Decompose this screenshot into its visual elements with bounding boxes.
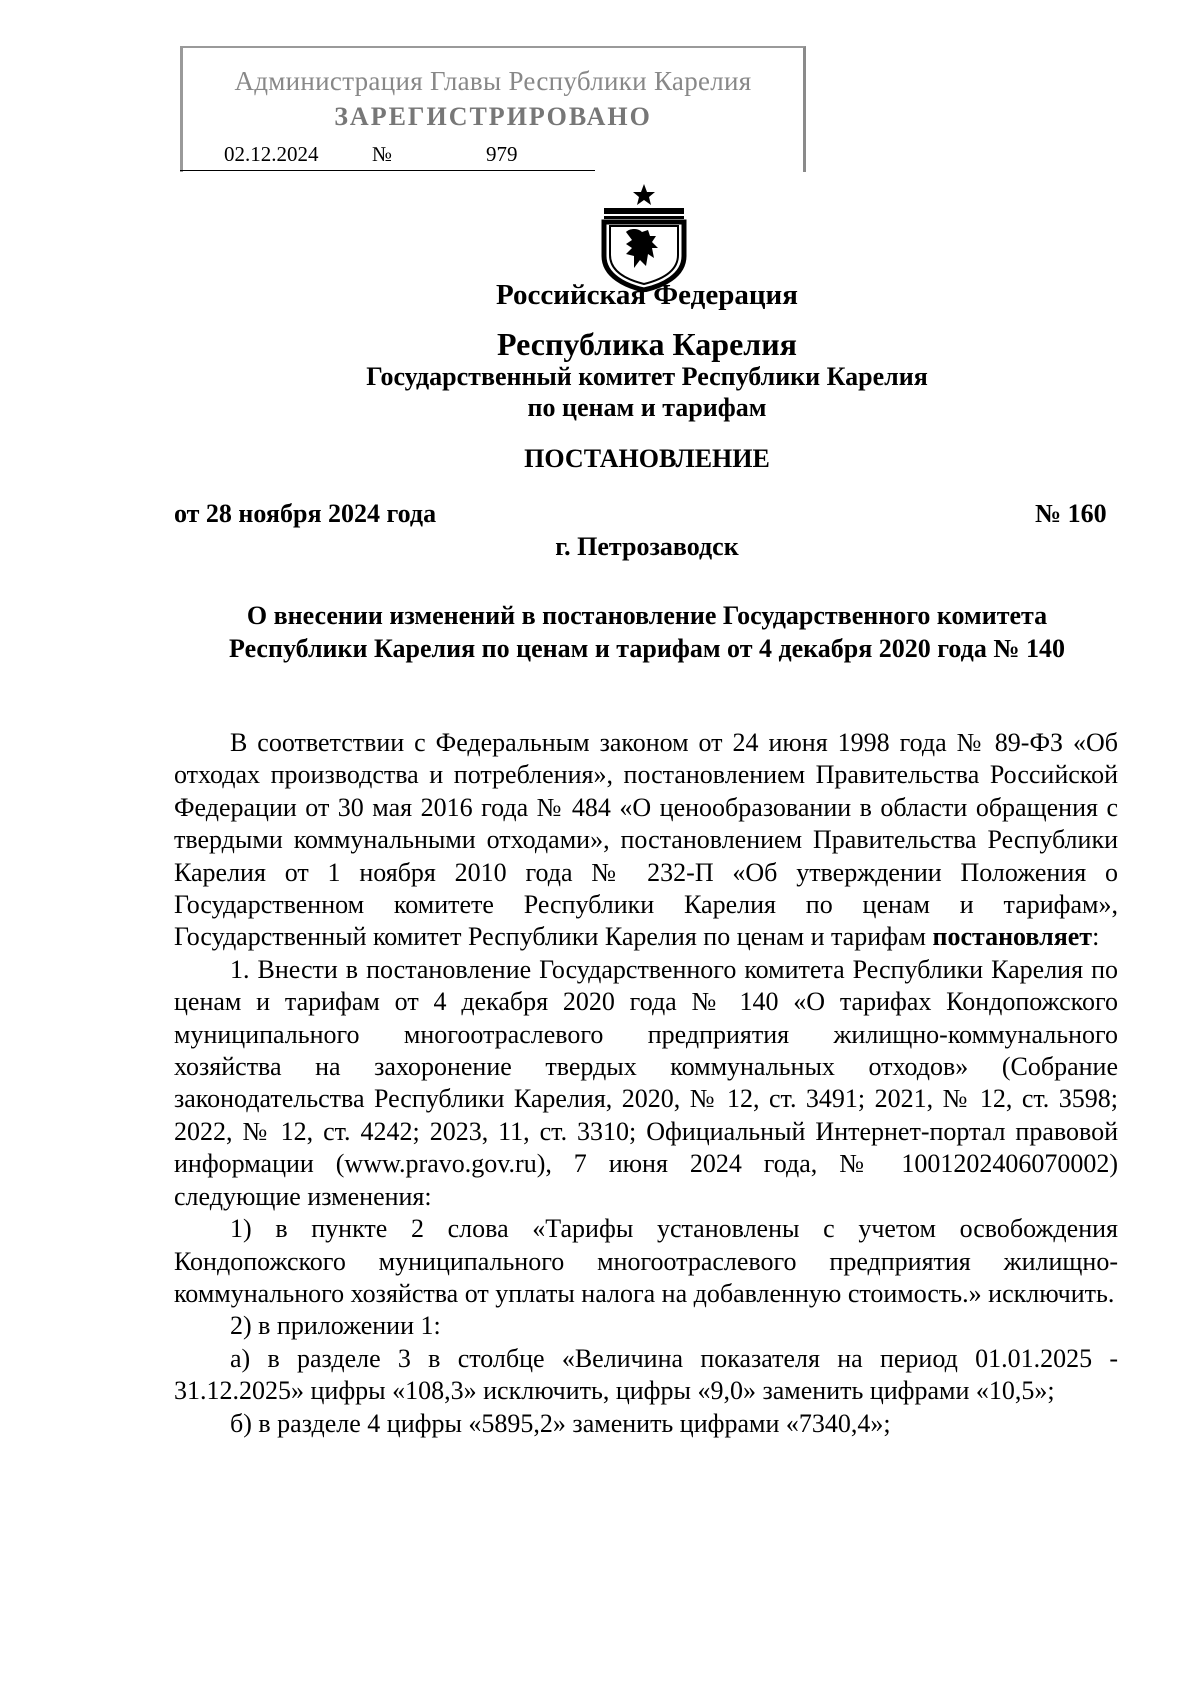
stamp-registration-line bbox=[180, 142, 595, 171]
document-title-line2: Республики Карелия по ценам и тарифам от 4 декабря 2020 года № 140 bbox=[229, 634, 1065, 663]
committee-heading-line2: по ценам и тарифам bbox=[527, 393, 767, 422]
stamp-registration-date: 02.12.2024 bbox=[224, 142, 319, 166]
document-title-line1: О внесении изменений в постановление Государственного комитета bbox=[246, 601, 1048, 630]
document-date: от 28 ноября 2024 года bbox=[174, 499, 437, 528]
document-number: № 160 bbox=[1035, 499, 1107, 528]
item-1-2-a-paragraph: а) в разделе 3 в столбце «Величина показателя на период 01.01.2025 - 31.12.2025» цифры «108,3» исключить, цифры «9,0» заменить цифрами «10,5»; bbox=[174, 1343, 1118, 1406]
preamble-resolves-word: постановляет bbox=[932, 922, 1093, 952]
stamp-number-sign: № bbox=[372, 142, 393, 166]
document-city: г. Петрозаводск bbox=[555, 532, 739, 561]
country-heading: Российская Федерация bbox=[496, 279, 798, 311]
preamble-colon: : bbox=[1092, 922, 1100, 952]
item-1-2-paragraph: 2) в приложении 1: bbox=[230, 1311, 441, 1341]
item-1-2-b-paragraph: б) в разделе 4 цифры «5895,2» заменить цифрами «7340,4»; bbox=[230, 1408, 891, 1438]
preamble-paragraph bbox=[174, 727, 1118, 954]
document-body bbox=[174, 727, 1118, 1440]
stamp-administration-label: Администрация Главы Республики Карелия bbox=[234, 66, 752, 96]
item-1-paragraph: 1. Внести в постановление Государственного комитета Республики Карелия по ценам и тарифам от 4 декабря 2020 года № 140 «О тарифах Кондопожского муниципального многоотраслевого предприятия жилищно-коммунального хозяйства на захоронение твердых коммунальных отходов» (Собрание законодательства Республики Карелия, 2020, № 12, ст. 3491; 2021, № 12, ст. 3598; 2022, № 12, ст. 4242; 2023, 11, ст. 3310; Официальный Интернет-портал правовой информации (www.pravo.gov.ru), 7 июня 2024 года, № 1001202406070002) следующие изменения: bbox=[174, 954, 1118, 1211]
item-1-1-paragraph: 1) в пункте 2 слова «Тарифы установлены с учетом освобождения Кондопожского муниципального многоотраслевого предприятия жилищно-коммунального хозяйства от уплаты налога на добавленную стоимость.» исключить. bbox=[174, 1214, 1118, 1308]
committee-heading-line1: Государственный комитет Республики Карелия bbox=[366, 362, 928, 391]
republic-heading: Республика Карелия bbox=[497, 326, 797, 362]
preamble-text: В соответствии с Федеральным законом от 24 июня 1998 года № 89-ФЗ «Об отходах производства и потребления», постановлением Правительства Российской Федерации от 30 мая 2016 года № 484 «О ценообразовании в области обращения с твердыми коммунальными отходами», постановлением Правительства Республики Карелия от 1 ноября 2010 года № 232-П «Об утверждении Положения о Государственном комитете Республики Карелия по ценам и тарифам», Государственный комитет Республики Карелия по ценам и тарифам bbox=[174, 728, 1118, 952]
stamp-registration-number: 979 bbox=[486, 142, 518, 166]
document-type-heading: ПОСТАНОВЛЕНИЕ bbox=[524, 444, 770, 473]
stamp-registered-label: ЗАРЕГИСТРИРОВАНО bbox=[334, 102, 652, 131]
karelia-coat-of-arms-icon bbox=[596, 182, 692, 292]
